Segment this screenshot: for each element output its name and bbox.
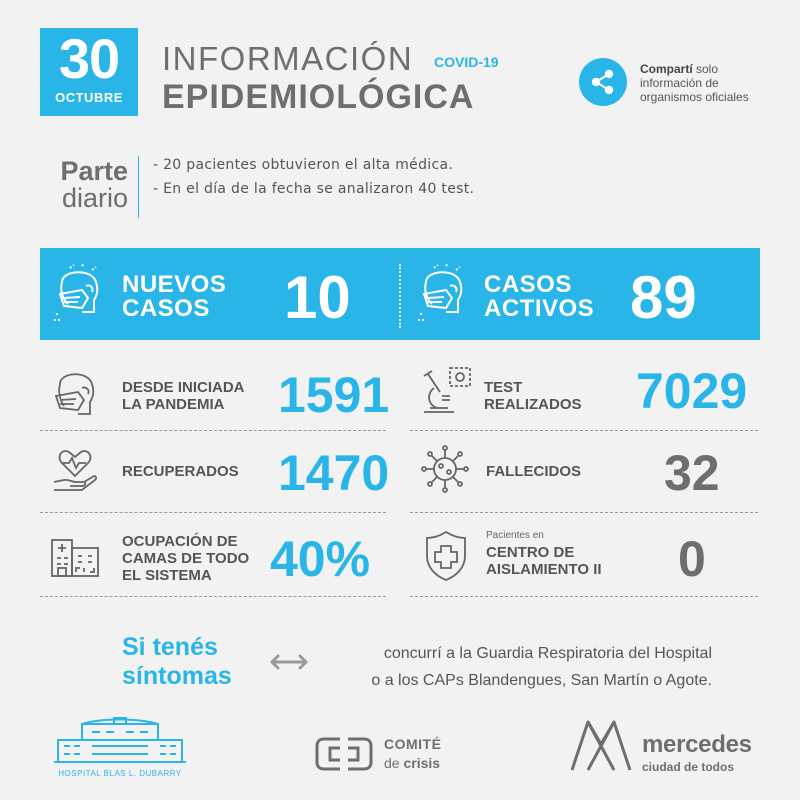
aislamiento-note: Pacientes en	[486, 530, 544, 541]
date-badge	[40, 28, 138, 116]
ocupacion-line-2: CAMAS DE TODO	[122, 550, 250, 567]
aislamiento-line-2: AISLAMIENTO II	[486, 561, 602, 578]
ocupacion-label	[122, 533, 249, 584]
nuevos-casos-line-1: NUEVOS	[122, 271, 227, 298]
test-line-1: TEST	[484, 379, 523, 396]
diario-title: diario	[61, 183, 128, 213]
parte-divider	[138, 156, 139, 218]
share-line-3: organismos oficiales	[640, 90, 749, 104]
mercedes-subtitle: ciudad de todos	[642, 760, 735, 774]
date-day: 30	[58, 27, 120, 90]
share-notice	[640, 62, 780, 104]
mercedes-logo	[568, 714, 634, 778]
sintomas-line-2: síntomas	[122, 662, 232, 690]
sintomas-line-1: Si tenés	[122, 633, 218, 661]
patient-face-icon	[50, 368, 102, 422]
ocupacion-line-3: EL SISTEMA	[122, 567, 212, 584]
masked-face-icon	[416, 264, 472, 328]
divider	[40, 430, 386, 431]
pandemia-label	[122, 379, 245, 413]
sintomas-text-line-2: o a los CAPs Blandengues, San Martín o Agote.	[371, 672, 712, 689]
hospital-logo	[52, 716, 188, 768]
comite-crisis: crisis	[403, 755, 441, 771]
recuperados-value: 1470	[278, 445, 390, 501]
divider	[40, 512, 386, 513]
masked-face-icon	[52, 264, 108, 328]
share-bold: Compartí	[640, 62, 693, 76]
fallecidos-value: 32	[664, 445, 720, 501]
ocupacion-value: 40%	[270, 531, 371, 587]
comite-label: COMITÉ	[384, 736, 442, 752]
test-label	[484, 379, 582, 413]
casos-activos-line-2: ACTIVOS	[484, 295, 595, 322]
nuevos-casos-line-2: CASOS	[122, 295, 210, 322]
sintomas-title	[122, 633, 232, 691]
nuevos-casos-value: 10	[284, 264, 351, 331]
test-value: 7029	[636, 363, 748, 419]
hospital-name: HOSPITAL BLAS L. DUBARRY	[58, 769, 182, 778]
comite-crisis-logo	[314, 736, 374, 776]
ocupacion-line-1: OCUPACIÓN DE	[122, 533, 238, 550]
band-divider	[399, 264, 401, 328]
nuevos-casos-label	[122, 273, 226, 321]
parte-line: - En el día de la fecha se analizaron 40 test.	[153, 181, 475, 197]
sintomas-text-line-1: concurrí a la Guardia Respiratoria del Hospital	[383, 645, 712, 662]
recuperados-label: RECUPERADOS	[122, 463, 239, 480]
hospital-building-icon	[50, 534, 100, 582]
share-rest: solo	[692, 62, 719, 76]
test-line-2: REALIZADOS	[484, 396, 582, 413]
casos-activos-value: 89	[630, 264, 697, 331]
aislamiento-label	[486, 544, 602, 578]
comite-sub	[384, 755, 440, 771]
casos-activos-line-1: CASOS	[484, 271, 572, 298]
comite-de: de	[384, 755, 404, 771]
virus-icon	[420, 444, 470, 498]
medical-shield-icon	[424, 530, 468, 586]
title-informacion: INFORMACIÓN	[162, 40, 414, 77]
sintomas-text	[322, 640, 712, 694]
mercedes-name: mercedes	[642, 731, 752, 758]
title-epidemiologica: EPIDEMIOLÓGICA	[162, 78, 475, 116]
aislamiento-value: 0	[678, 531, 706, 587]
covid-label: COVID-19	[434, 54, 499, 70]
double-arrow-icon	[268, 652, 310, 676]
fallecidos-label: FALLECIDOS	[486, 463, 582, 480]
divider	[410, 596, 758, 597]
aislamiento-line-1: CENTRO DE	[486, 544, 575, 561]
heart-hand-icon	[52, 446, 98, 496]
share-line-2: información de	[640, 76, 719, 90]
pandemia-line-1: DESDE INICIADA	[122, 379, 245, 396]
divider	[410, 430, 758, 431]
pandemia-line-2: LA PANDEMIA	[122, 396, 225, 413]
divider	[410, 512, 758, 513]
divider	[40, 596, 386, 597]
parte-line: - 20 pacientes obtuvieron el alta médica.	[153, 157, 454, 173]
date-month: OCTUBRE	[55, 90, 123, 105]
casos-activos-label	[484, 273, 594, 321]
pandemia-value: 1591	[278, 367, 390, 423]
share-icon[interactable]	[579, 58, 627, 106]
microscope-icon	[420, 366, 474, 422]
parte-title: Parte	[60, 156, 128, 186]
